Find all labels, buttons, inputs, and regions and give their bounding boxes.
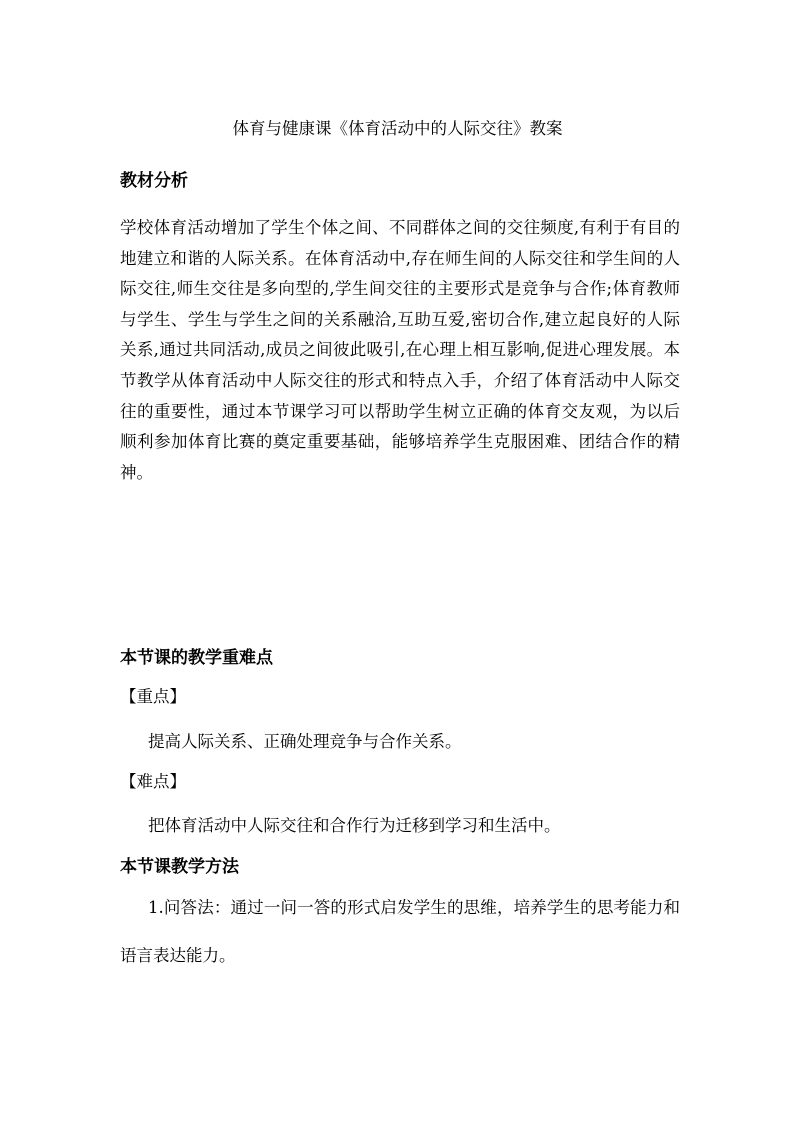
method-item: 1.问答法：通过一问一答的形式启发学生的思维，培养学生的思考能力和语言表达能力。 <box>120 898 680 965</box>
difficulty-label: 【难点】 <box>120 772 186 791</box>
focus-text: 提高人际关系、正确处理竞争与合作关系。 <box>148 732 462 751</box>
focus-label: 【重点】 <box>120 687 186 706</box>
document-title: 体育与健康课《体育活动中的人际交往》教案 <box>232 119 563 138</box>
section-heading-methods: 本节课教学方法 <box>120 857 239 877</box>
section-heading-key-points: 本节课的教学重难点 <box>120 648 273 668</box>
section-heading-analysis: 教材分析 <box>120 171 188 191</box>
difficulty-text: 把体育活动中人际交往和合作行为迁移到学习和生活中。 <box>148 816 561 835</box>
analysis-paragraph: 学校体育活动增加了学生个体之间、不同群体之间的交往频度,有利于有目的地建立和谐的人际关系。在体育活动中,存在师生间的人际交往和学生间的人际交往,师生交往是多向型的,学生间交往的主要形式是竞争与合作;体育教师与学生、学生与学生之间的关系融洽,互助互爱,密切合作,建立起良好的人际关系,通过共同活动,成员之间彼此吸引,在心理上相互影响,促进心理发展。本节教学从体育活动中人际交往的形式和特点入手，介绍了体育活动中人际交往的重要性，通过本节课学习可以帮助学生树立正确的体育交友观，为以后顺利参加体育比赛的奠定重要基础，能够培养学生克服困难、团结合作的精神。 <box>120 218 680 482</box>
